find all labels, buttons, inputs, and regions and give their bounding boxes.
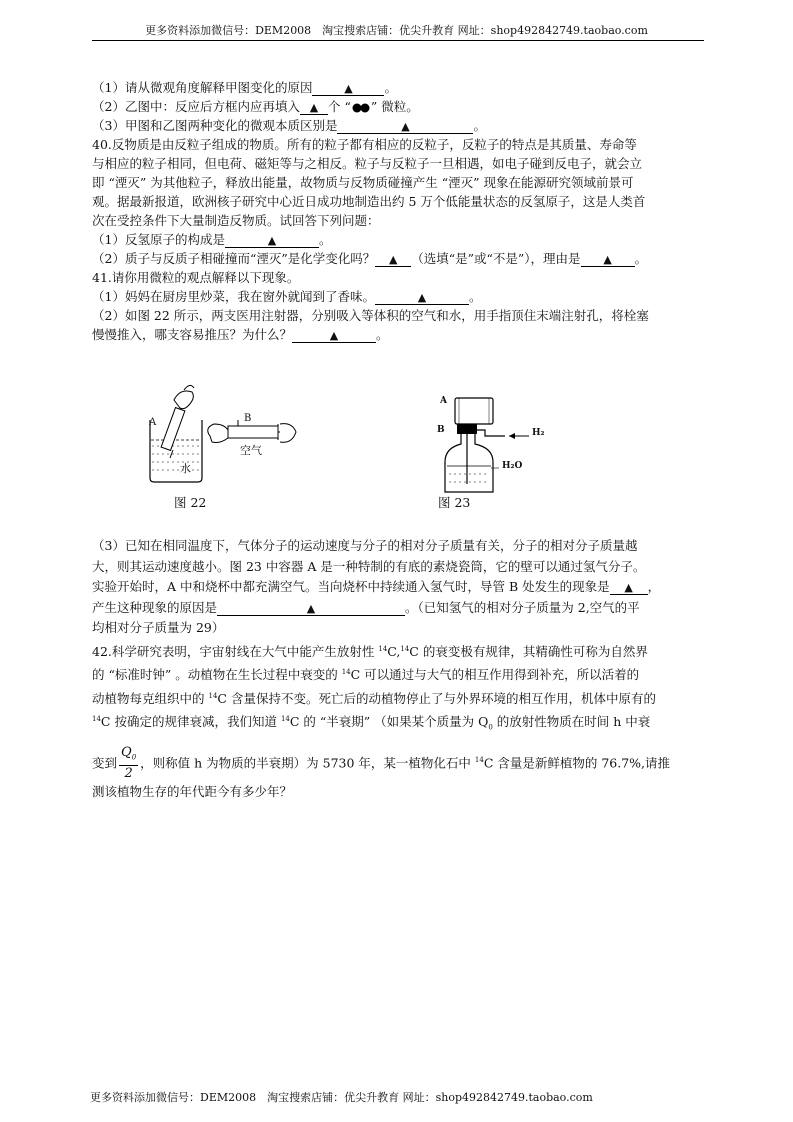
q42-line: 测该植物生存的年代距今有多少年？ [92, 784, 293, 800]
figure-22 [140, 380, 300, 485]
fig23-h2-label: H₂ [532, 428, 545, 438]
page-footer: 更多资料添加微信号：DEM2008 淘宝搜索店铺：优尖升教育 网址：shop492842749.taobao.com [90, 1091, 593, 1104]
fig22-air-label: 空气 [240, 444, 262, 457]
fraction-q0-over-2: $\frac{Q_0}{2}$ [121, 744, 137, 782]
q41-sub2: （2）如图 22 所示，两支医用注射器，分别吸入等体积的空气和水，用手指顶住末端注射孔，将栓塞 [92, 308, 649, 323]
q42-line: 的 “标准时钟” 。动植物在生长过程中衰变的 $^{14}$C 可以通过与大气的相互作用得到补充，所以活着的 [92, 667, 640, 683]
header-divider [92, 40, 704, 41]
q41-sub2: 慢慢推入，哪支容易推压？为什么？ ▲ 。 [92, 327, 389, 342]
q40-sub2: （2）质子与反质子相碰撞而“湮灭”是化学变化吗？ ▲ （选填“是”或“不是”），理由是 ▲ 。 [92, 251, 648, 266]
q39-part2: （2）乙图中：反应后方框内应再填入 ▲ 个 “ ” 微粒。 [92, 99, 419, 114]
figure-23 [435, 392, 555, 497]
q42-line: 动植物每克组织中的 $^{14}$C 含量保持不变。死亡后的动植物停止了与外界环境的相互作用，机体中原有的 [92, 690, 656, 706]
q42-line: 42.科学研究表明，宇宙射线在大气中能产生放射性 $^{14}$C,$^{14}$C 的衰变极有规律，其精确性可称为自然界 [92, 643, 648, 659]
page-content [92, 78, 704, 344]
answer-blank[interactable]: ▲ [610, 579, 648, 595]
q40-line: 40.反物质是由反粒子组成的物质。所有的粒子都有相应的反粒子，反粒子的特点是其质量、寿命等 [92, 137, 637, 152]
answer-blank[interactable]: ▲ [375, 251, 411, 267]
q41-sub3: 实验开始时，A 中和烧杯中都充满空气。当向烧杯中持续通入氢气时，导管 B 处发生的现象是 ▲ ， [92, 579, 661, 594]
page-content-lower [92, 536, 704, 803]
answer-blank[interactable]: ▲ [375, 289, 469, 305]
fig23-caption: 图 23 [438, 495, 471, 510]
q40-sub1: （1）反氢原子的构成是 ▲ 。 [92, 232, 332, 247]
q40-line: 观。据最新报道，欧洲核子研究中心近日成功地制造出约 5 万个低能量状态的反氢原子，这是人类首 [92, 194, 646, 209]
q40-line: 与相应的粒子相同，但电荷、磁矩等与之相反。粒子与反粒子一旦相遇，如电子碰到反电子，就会立 [92, 156, 643, 171]
q39-part3: （3）甲图和乙图两种变化的微观本质区别是 ▲ 。 [92, 118, 486, 133]
fig23-label-a: A [440, 396, 447, 406]
fig22-water-label: 水 [180, 462, 191, 475]
answer-blank[interactable]: ▲ [312, 80, 384, 96]
q40-line: 次在受控条件下大量制造反物质。试回答下列问题： [92, 213, 380, 228]
q41-sub3: 大，则其运动速度越小。图 23 中容器 A 是一种特制的有底的素烧瓷筒，它的壁可以通过氢气分子。 [92, 558, 646, 574]
q42-line: $^{14}$C 按确定的规律衰减，我们知道 $^{14}$C 的 “半衰期” （如果某个质量为 $Q_0$ 的放射性物质在时间 h 中衰 [92, 714, 651, 733]
q41-title: 41.请你用微粒的观点解释以下现象。 [92, 270, 300, 285]
q42-line: 变到 $\frac{Q_0}{2}$ ，则称值 h 为物质的半衰期）为 5730 年，某一植物化石中 $^{14}$C 含量是新鲜植物的 76.7%,请推 [92, 744, 671, 782]
answer-blank[interactable]: ▲ [217, 600, 405, 616]
fig23-label-b: B [437, 425, 445, 435]
fig22-caption: 图 22 [174, 495, 207, 510]
fig23-h2o-label: H₂O [502, 461, 523, 471]
q40-line: 即 “湮灭” 为其他粒子，释放出能量，故物质与反物质碰撞产生 “湮灭” 现象在能源研究领域前景可 [92, 175, 634, 190]
fig22-label-b: B [244, 413, 252, 424]
q41-sub3: 均相对分子质量为 29） [92, 620, 225, 635]
q41-sub3: （3）已知在相同温度下，气体分子的运动速度与分子的相对分子质量有关，分子的相对分子质量越 [92, 538, 638, 553]
answer-blank[interactable]: ▲ [581, 251, 635, 267]
answer-blank[interactable]: ▲ [300, 99, 328, 115]
answer-blank[interactable]: ▲ [292, 327, 376, 343]
page-header: 更多资料添加微信号：DEM2008 淘宝搜索店铺：优尖升教育 网址：shop492842749.taobao.com [145, 24, 648, 37]
fig22-label-a: A [149, 417, 157, 428]
particle-icon [351, 103, 371, 113]
q41-sub3: 产生这种现象的原因是 ▲ 。（已知氢气的相对分子质量为 2,空气的平 [92, 599, 640, 615]
q39-part1: （1）请从微观角度解释甲图变化的原因 ▲ 。 [92, 80, 397, 95]
answer-blank[interactable]: ▲ [337, 118, 473, 134]
answer-blank[interactable]: ▲ [225, 232, 319, 248]
q41-sub1: （1）妈妈在厨房里炒菜，我在窗外就闻到了香味。 ▲ 。 [92, 289, 482, 304]
